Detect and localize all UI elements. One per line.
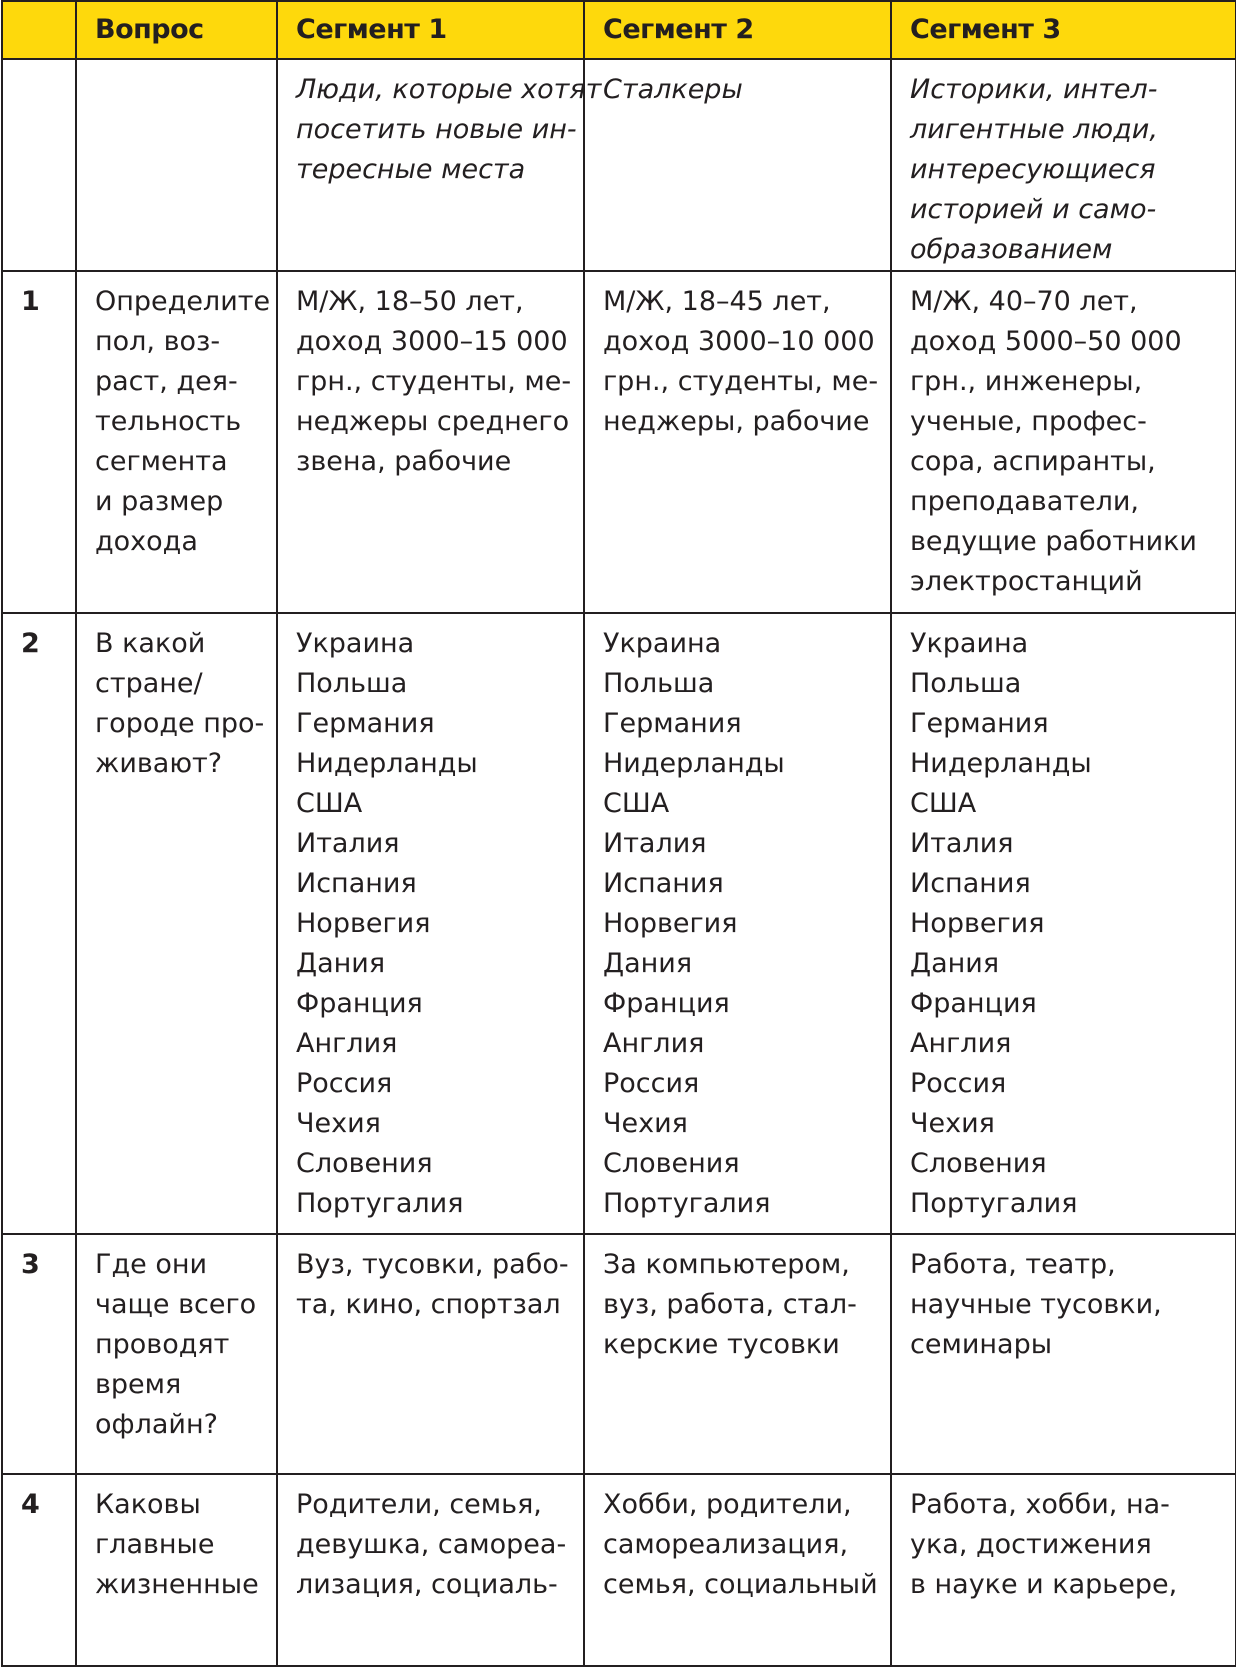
cell-line: стране/: [95, 668, 203, 699]
cell-line: Норвегия: [296, 908, 431, 939]
table-body: [2, 59, 1236, 1666]
cell-line: За компьютером,: [603, 1249, 850, 1280]
cell-line: ука, достижения: [910, 1529, 1152, 1560]
cell-line: и размер: [95, 486, 224, 517]
row-number: 4: [2, 1474, 76, 1666]
cell-line: ведущие работники: [910, 526, 1197, 557]
cell-line: доход 5000–50 000: [910, 326, 1182, 357]
table-header-row: [2, 1, 1236, 59]
table-row: [2, 1474, 1236, 1666]
segment-3-cell: [891, 613, 1236, 1234]
cell-line: ученые, профес-: [910, 406, 1147, 437]
cell-line: преподаватели,: [910, 486, 1139, 517]
cell-line: Чехия: [603, 1108, 688, 1139]
cell-line: Польша: [603, 668, 715, 699]
cell-line: время: [95, 1369, 182, 1400]
cell-line: Дания: [910, 948, 1000, 979]
cell-line: электростанций: [910, 566, 1143, 597]
cell-line: Где они: [95, 1249, 208, 1280]
cell-line: Родители, семья,: [296, 1489, 542, 1520]
cell-line: Испания: [296, 868, 417, 899]
cell-line: Англия: [910, 1028, 1012, 1059]
question-cell: [76, 1474, 277, 1666]
cell-line: городе про-: [95, 708, 265, 739]
segment-1-cell: [277, 1234, 584, 1474]
cell-line: образованием: [910, 234, 1113, 265]
cell-line: грн., студенты, ме-: [603, 366, 879, 397]
cell-line: Португалия: [603, 1188, 771, 1219]
cell-line: жизненные: [95, 1569, 259, 1600]
cell-line: Чехия: [910, 1108, 995, 1139]
cell-line: М/Ж, 18–45 лет,: [603, 286, 831, 317]
row-number: 1: [2, 271, 76, 613]
cell-line: вуз, работа, стал-: [603, 1289, 857, 1320]
cell-line: Англия: [296, 1028, 398, 1059]
row-number: 3: [2, 1234, 76, 1474]
segments-table: [1, 0, 1236, 1667]
cell-line: Германия: [296, 708, 435, 739]
question-cell: [76, 59, 277, 271]
cell-line: Италия: [910, 828, 1014, 859]
cell-line: сегмента: [95, 446, 228, 477]
cell-line: Словения: [603, 1148, 740, 1179]
segment-3-cell: [891, 271, 1236, 613]
segment-3-cell: [891, 59, 1236, 271]
cell-line: сора, аспиранты,: [910, 446, 1156, 477]
cell-line: девушка, самореа-: [296, 1529, 567, 1560]
row-number: 2: [2, 613, 76, 1234]
cell-line: Италия: [296, 828, 400, 859]
cell-line: семинары: [910, 1329, 1053, 1360]
cell-line: самореализация,: [603, 1529, 849, 1560]
segment-1-cell: [277, 613, 584, 1234]
table-row: [2, 271, 1236, 613]
cell-line: Историки, интел-: [910, 74, 1158, 105]
cell-line: Люди, которые хотят: [296, 74, 602, 105]
cell-line: Польша: [296, 668, 408, 699]
cell-line: Нидерланды: [603, 748, 785, 779]
cell-line: чаще всего: [95, 1289, 257, 1320]
cell-line: главные: [95, 1529, 215, 1560]
cell-line: М/Ж, 18–50 лет,: [296, 286, 524, 317]
cell-line: звена, рабочие: [296, 446, 512, 477]
segment-3-cell: [891, 1474, 1236, 1666]
row-number: [2, 59, 76, 271]
cell-line: грн., инженеры,: [910, 366, 1143, 397]
cell-line: Англия: [603, 1028, 705, 1059]
cell-line: Россия: [603, 1068, 700, 1099]
cell-line: Дания: [603, 948, 693, 979]
cell-line: Украина: [296, 628, 415, 659]
cell-line: Испания: [910, 868, 1031, 899]
segment-2-cell: [584, 271, 891, 613]
cell-line: М/Ж, 40–70 лет,: [910, 286, 1138, 317]
cell-line: Португалия: [296, 1188, 464, 1219]
cell-line: та, кино, спортзал: [296, 1289, 561, 1320]
header-question: Вопрос: [76, 1, 277, 59]
cell-line: Россия: [296, 1068, 393, 1099]
cell-line: лизация, социаль-: [296, 1569, 558, 1600]
cell-line: Франция: [603, 988, 730, 1019]
cell-line: семья, социальный: [603, 1569, 878, 1600]
cell-line: Дания: [296, 948, 386, 979]
cell-line: Украина: [603, 628, 722, 659]
table-row: [2, 1234, 1236, 1474]
cell-line: Испания: [603, 868, 724, 899]
cell-line: в науке и карьере,: [910, 1569, 1178, 1600]
header-segment-3: Сегмент 3: [891, 1, 1236, 59]
cell-line: пол, воз-: [95, 326, 221, 357]
cell-line: Словения: [910, 1148, 1047, 1179]
cell-line: В какой: [95, 628, 206, 659]
cell-line: Италия: [603, 828, 707, 859]
cell-line: грн., студенты, ме-: [296, 366, 572, 397]
segment-1-cell: [277, 271, 584, 613]
cell-line: Россия: [910, 1068, 1007, 1099]
cell-line: историей и само-: [910, 194, 1157, 225]
question-cell: [76, 1234, 277, 1474]
segment-2-cell: [584, 59, 891, 271]
table-row: [2, 59, 1236, 271]
cell-line: Норвегия: [603, 908, 738, 939]
cell-line: Польша: [910, 668, 1022, 699]
cell-line: США: [296, 788, 363, 819]
segment-1-cell: [277, 59, 602, 271]
cell-line: тересные места: [296, 154, 526, 185]
cell-line: Португалия: [910, 1188, 1078, 1219]
segment-2-cell: [584, 1474, 891, 1666]
cell-line: США: [603, 788, 670, 819]
header-segment-2: Сегмент 2: [584, 1, 891, 59]
cell-line: Норвегия: [910, 908, 1045, 939]
cell-line: Словения: [296, 1148, 433, 1179]
question-cell: [76, 271, 277, 613]
segment-2-cell: [584, 613, 891, 1234]
cell-line: Германия: [910, 708, 1049, 739]
cell-line: Германия: [603, 708, 742, 739]
cell-line: посетить новые ин-: [296, 114, 577, 145]
cell-line: Сталкеры: [603, 74, 743, 105]
cell-line: США: [910, 788, 977, 819]
cell-line: Нидерланды: [296, 748, 478, 779]
cell-line: интересующиеся: [910, 154, 1156, 185]
cell-line: Работа, хобби, на-: [910, 1489, 1170, 1520]
cell-line: тельность: [95, 406, 242, 437]
cell-line: офлайн?: [95, 1409, 218, 1440]
segment-3-cell: [891, 1234, 1236, 1474]
header-num-cell: [2, 1, 76, 59]
cell-line: Хобби, родители,: [603, 1489, 852, 1520]
cell-line: живают?: [95, 748, 223, 779]
cell-line: Нидерланды: [910, 748, 1092, 779]
cell-line: дохода: [95, 526, 198, 557]
segment-1-cell: [277, 1474, 584, 1666]
cell-line: Определите: [95, 286, 271, 317]
cell-line: неджеры среднего: [296, 406, 570, 437]
cell-line: Франция: [296, 988, 423, 1019]
cell-line: Каковы: [95, 1489, 201, 1520]
cell-line: керские тусовки: [603, 1329, 840, 1360]
segment-2-cell: [584, 1234, 891, 1474]
cell-line: проводят: [95, 1329, 230, 1360]
question-cell: [76, 613, 277, 1234]
cell-line: научные тусовки,: [910, 1289, 1162, 1320]
cell-line: Работа, театр,: [910, 1249, 1116, 1280]
table-row: [2, 613, 1236, 1234]
cell-line: неджеры, рабочие: [603, 406, 870, 437]
cell-line: доход 3000–15 000: [296, 326, 568, 357]
cell-line: раст, дея-: [95, 366, 238, 397]
header-segment-1: Сегмент 1: [277, 1, 584, 59]
cell-line: лигентные люди,: [910, 114, 1158, 145]
cell-line: доход 3000–10 000: [603, 326, 875, 357]
cell-line: Украина: [910, 628, 1029, 659]
cell-line: Франция: [910, 988, 1037, 1019]
cell-line: Вуз, тусовки, рабо-: [296, 1249, 569, 1280]
cell-line: Чехия: [296, 1108, 381, 1139]
